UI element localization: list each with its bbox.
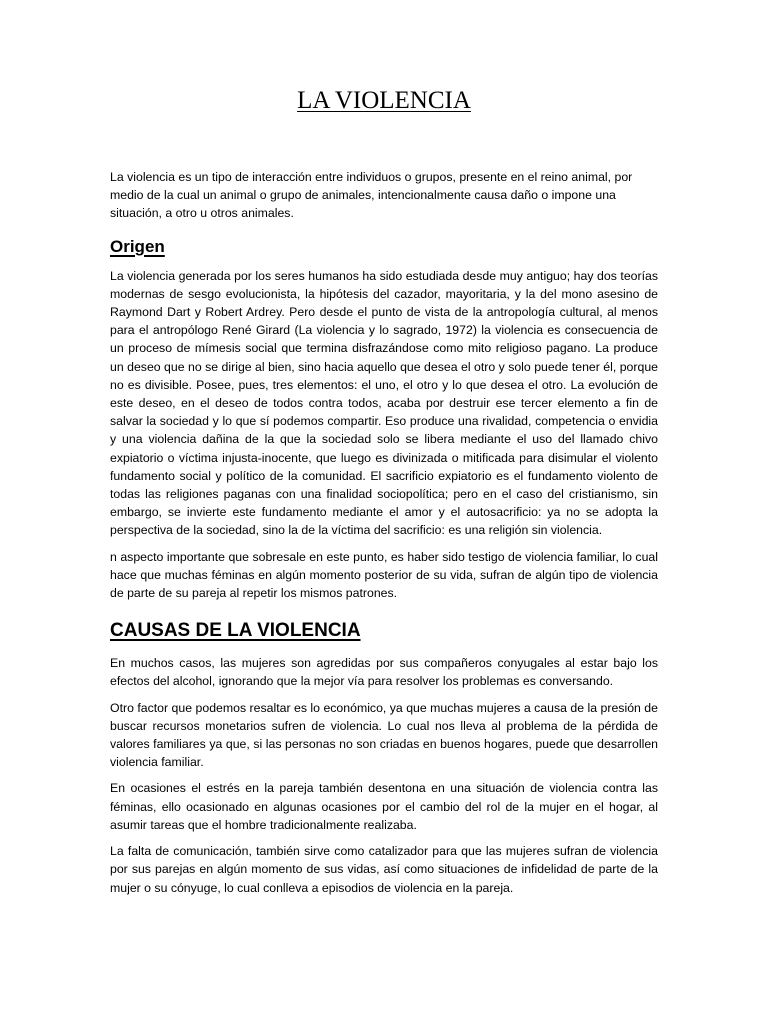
paragraph: La falta de comunicación, también sirve como catalizador para que las mujeres sufran de violencia por sus parejas en algún momento de sus vidas, así como situaciones de infidelidad de parte de la mujer o su cónyuge, lo cual conlleva a episodios de violencia en la pareja. xyxy=(110,844,658,895)
document-body xyxy=(110,168,658,905)
document-page xyxy=(110,0,658,1024)
section-causas xyxy=(110,618,658,896)
paragraph: En ocasiones el estrés en la pareja también desentona en una situación de violencia contra las féminas, ello ocasionado en algunas ocasiones por el cambio del rol de la mujer en el hogar, al asumir tareas que el hombre tradicionalmente realizaba. xyxy=(110,781,658,832)
paragraph: En muchos casos, las mujeres son agredidas por sus compañeros conyugales al estar bajo los efectos del alcohol, ignorando que la mejor vía para resolver los problemas es conversando. xyxy=(110,656,658,689)
section-heading-causas: CAUSAS DE LA VIOLENCIA xyxy=(110,620,361,642)
paragraph: n aspecto importante que sobresale en este punto, es haber sido testigo de violencia familiar, lo cual hace que muchas féminas en algún momento posterior de su vida, sufran de algún tipo de violencia de parte de su pareja al repetir los mismos patrones. xyxy=(110,549,658,601)
section-heading-origen: Origen xyxy=(110,236,165,256)
document-title: LA VIOLENCIA xyxy=(297,87,471,114)
paragraph: La violencia generada por los seres humanos ha sido estudiada desde muy antiguo; hay dos teorías modernas de sesgo evolucionista, la hipótesis del cazador, mayoritaria, y la del mono asesino de Raymond Dart y Robert Ardrey. Pero desde el punto de vista de la antropología cultural, al menos para el antropólogo René Girard (La violencia y lo sagrado, 1972) la violencia es consecuencia de un proceso de mímesis social que termina disfrazándose como mito religioso pagano. La produce un deseo que no se dirige al bien, sino hacia aquello que desea el otro y solo puede tener él, porque no es divisible. Posee, pues, tres elementos: el uno, el otro y lo que desea el otro. La evolución de este deseo, en el deseo de todos contra todos, acaba por destruir ese tercer elemento a fin de salvar la sociedad y lo que sí podemos compartir. Eso produce una rivalidad, competencia o envidia y una violencia dañina de la que la sociedad solo se libera mediante el uso del llamado chivo expiatorio o víctima injusta-inocente, que luego es divinizada o mitificada para disimular el violento fundamento social y político de la comunidad. El sacrificio expiatorio es el fundamento violento de todas las religiones paganas con una finalidad sociopolítica; pero en el caso del cristianismo, sin embargo, se invierte este fundamento mediante el amor y el autosacrificio: ya no se adopta la perspectiva de la sociedad, sino la de la víctima del sacrificio: es una religión sin violencia. xyxy=(110,268,658,538)
paragraph: Otro factor que podemos resaltar es lo económico, ya que muchas mujeres a causa de la presión de buscar recursos monetarios sufren de violencia. Lo cual nos lleva al problema de la pérdida de valores familiares ya que, si las personas no son criadas en buenos hogares, puede que desarrollen violencia familiar. xyxy=(110,700,658,770)
intro-paragraph: La violencia es un tipo de interacción entre individuos o grupos, presente en el reino animal, por medio de la cual un animal o grupo de animales, intencionalmente causa daño o impone una situación, a otro u otros animales. xyxy=(110,170,633,221)
section-origen xyxy=(110,235,658,603)
